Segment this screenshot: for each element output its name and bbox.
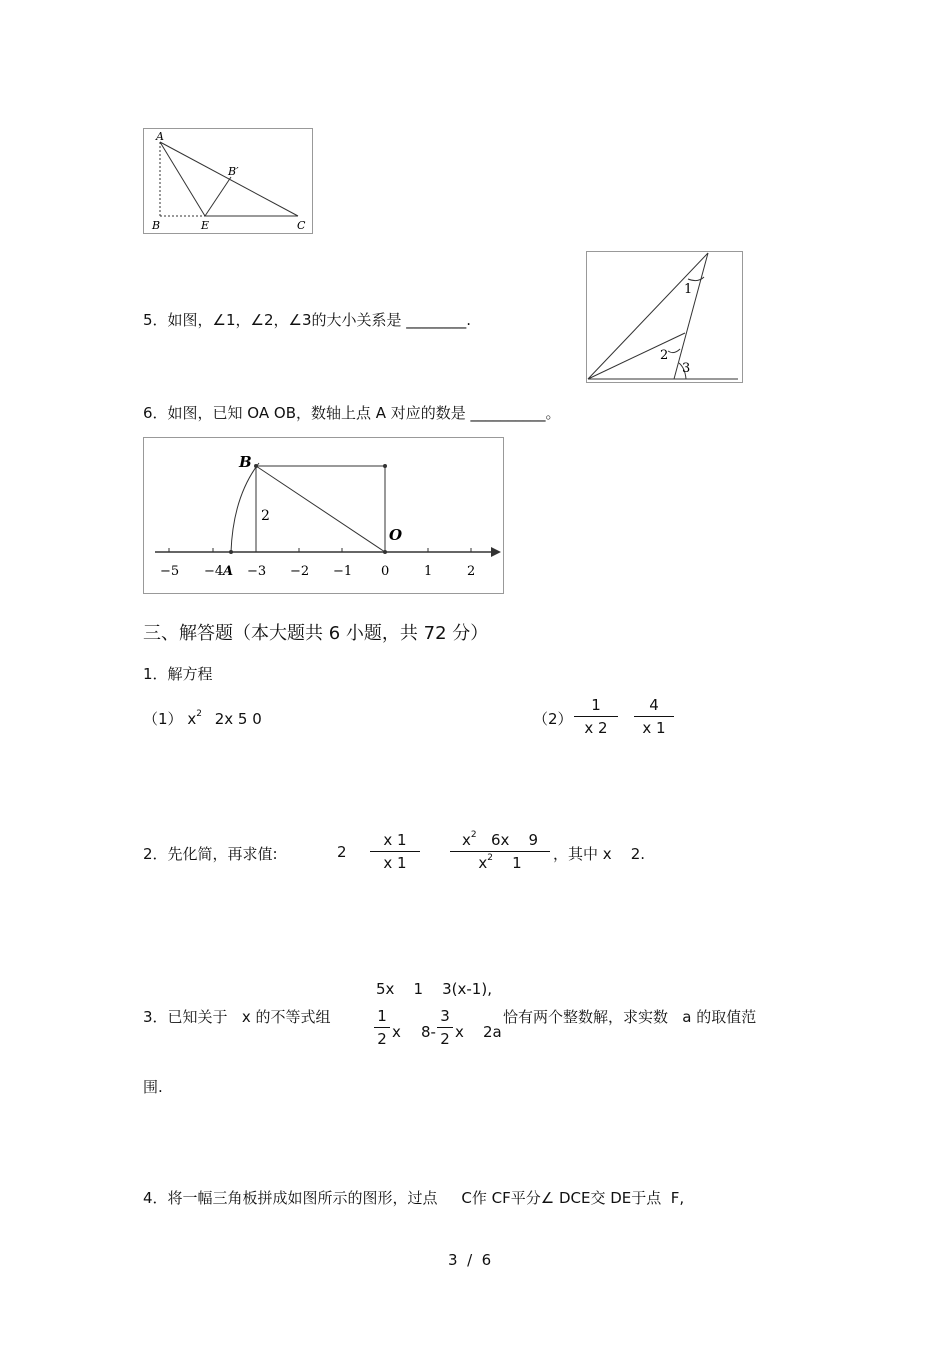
fraction bbox=[370, 831, 420, 872]
problem-2-lead: 2．先化简，再求值: bbox=[143, 845, 278, 863]
tick-label: −3 bbox=[247, 564, 267, 579]
tick-label: 1 bbox=[424, 564, 433, 579]
tick-label: −1 bbox=[333, 564, 353, 579]
problem-1a bbox=[143, 708, 262, 729]
label-b: B bbox=[152, 219, 161, 232]
label-a: A bbox=[156, 130, 164, 143]
denominator bbox=[450, 854, 550, 872]
fraction bbox=[574, 696, 618, 737]
denominator: 2 bbox=[440, 1030, 450, 1048]
problem-2-coeff: 2 bbox=[337, 843, 347, 861]
label-e: E bbox=[201, 219, 210, 232]
tick-label: −5 bbox=[160, 564, 180, 579]
problem-3-tail2: 围. bbox=[143, 1078, 163, 1096]
label-b-prime: B′ bbox=[228, 165, 239, 178]
question-5: 5．如图，∠1，∠2，∠3的大小关系是 ________. bbox=[143, 311, 472, 329]
problem-1a-x: x bbox=[187, 710, 197, 728]
problem-2-tail: ，其中 x 2. bbox=[553, 845, 646, 863]
point-b-label: B bbox=[239, 453, 252, 471]
numerator: 4 bbox=[649, 696, 659, 714]
numerator: 1 bbox=[377, 1007, 387, 1025]
denominator-x: x bbox=[478, 854, 488, 872]
numerator: 1 bbox=[591, 696, 601, 714]
figure-triangle-abc bbox=[143, 128, 313, 234]
problem-1a-sup: 2 bbox=[196, 709, 202, 719]
section-title: 三、解答题（本大题共 6 小题，共 72 分） bbox=[143, 623, 489, 644]
numerator-x: x bbox=[462, 831, 471, 849]
denominator: x 2 bbox=[584, 719, 608, 737]
problem-3-mid: 8- bbox=[421, 1023, 436, 1041]
fraction bbox=[374, 1007, 390, 1048]
figure-angles bbox=[586, 251, 743, 383]
question-6: 6．如图，已知 OA OB，数轴上点 A 对应的数是 __________。 bbox=[143, 404, 561, 422]
numerator bbox=[450, 831, 550, 849]
denominator: x 1 bbox=[383, 854, 407, 872]
numerator: x 1 bbox=[383, 831, 407, 849]
label-c: C bbox=[297, 219, 306, 232]
problem-1b-label: （2） bbox=[533, 710, 573, 728]
denominator-rest: 1 bbox=[493, 854, 522, 872]
numerator: 3 bbox=[440, 1007, 450, 1025]
figure-number-line bbox=[143, 437, 504, 594]
tick-label: 2 bbox=[467, 564, 476, 579]
fraction bbox=[450, 831, 550, 872]
problem-4: 4．将一幅三角板拼成如图所示的图形，过点 C作 CF平分∠ DCE交 DE于点 F, bbox=[143, 1189, 685, 1207]
height-label: 2 bbox=[261, 508, 270, 524]
denominator: 2 bbox=[377, 1030, 387, 1048]
tick-label: A bbox=[223, 564, 234, 579]
problem-3-rest: x 2a bbox=[455, 1023, 502, 1041]
denominator: x 1 bbox=[642, 719, 666, 737]
numerator-rest: 6x 9 bbox=[476, 831, 538, 849]
angle-label-3: 3 bbox=[682, 361, 691, 376]
fraction bbox=[437, 1007, 453, 1048]
denominator-sup: 2 bbox=[487, 853, 493, 863]
tick-label: 0 bbox=[381, 564, 390, 579]
point-o-label: O bbox=[389, 526, 403, 544]
problem-3-lead: 3．已知关于 x 的不等式组 bbox=[143, 1008, 331, 1026]
problem-1-title: 1．解方程 bbox=[143, 665, 213, 683]
problem-1a-label: （1） bbox=[143, 710, 183, 728]
problem-3-system-line1: 5x 1 3(x-1), bbox=[376, 980, 492, 998]
angle-label-1: 1 bbox=[684, 282, 693, 297]
numerator-sup: 2 bbox=[470, 830, 477, 840]
tick-label: −2 bbox=[290, 564, 310, 579]
page-number: 3 / 6 bbox=[448, 1251, 492, 1269]
problem-3-x: x bbox=[392, 1023, 401, 1041]
fraction bbox=[634, 696, 674, 737]
problem-3-tail: 恰有两个整数解，求实数 a 的取值范 bbox=[503, 1008, 757, 1026]
problem-1a-rest: 2x 5 0 bbox=[214, 710, 262, 728]
tick-label: −4 bbox=[204, 564, 224, 579]
angle-label-2: 2 bbox=[660, 348, 669, 363]
